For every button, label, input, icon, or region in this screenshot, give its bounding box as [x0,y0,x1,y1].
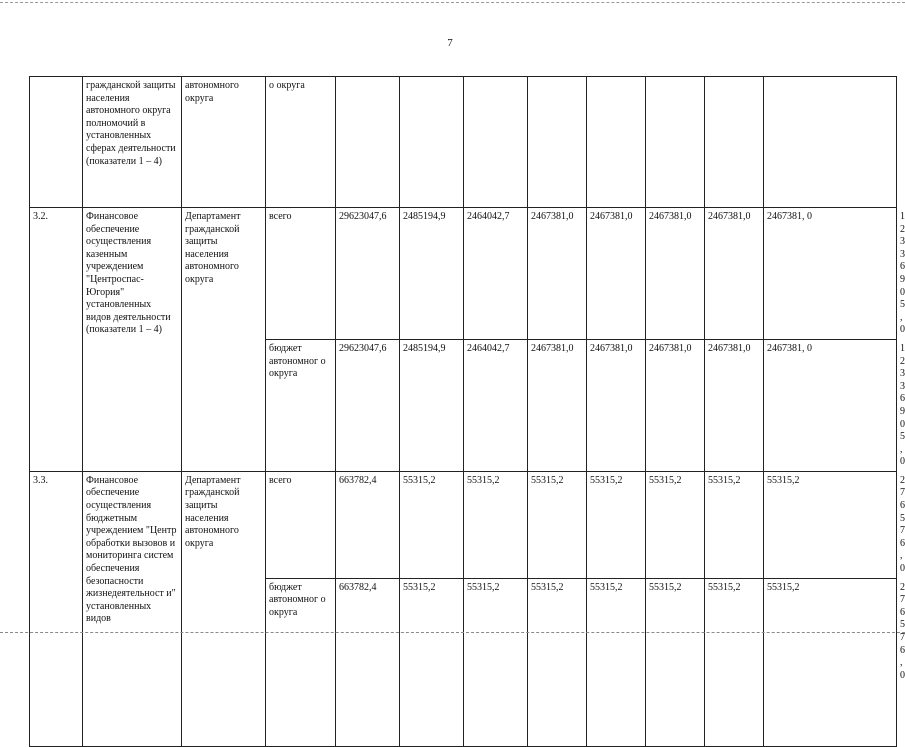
measure-name-cell: Финансовое обеспечение осуществления казенным учреждением "Центроспас-Югория" установленных видов деятельности (показатели 1 – 4) [83,208,182,472]
amount-cell: 55315,2 [400,471,464,578]
row-number-cell: 3.2. [30,208,83,472]
amount-cell: 2467381,0 [705,208,764,340]
amount-cell: 2467381,0 [646,339,705,471]
amount-cell: 55315,2 [764,471,897,578]
budget-table [29,76,905,747]
amount-cell: 2467381,0 [587,339,646,471]
amount-cell [528,77,587,208]
executor-cell: автономного округа [182,77,266,208]
funding-source-cell: бюджет автономног о округа [266,339,336,471]
amount-cell: 55315,2 [705,471,764,578]
amount-cell: 55315,2 [587,471,646,578]
measure-name-cell: гражданской защиты населения автономного округа полномочий в установленных сферах деятельности (показатели 1 – 4) [83,77,182,208]
amount-cell: 55315,2 [528,471,587,578]
executor-cell: Департамент гражданской защиты населения автономного округа [182,208,266,472]
executor-cell: Департамент гражданской защиты населения автономного округа [182,471,266,746]
amount-cell: 663782,4 [336,578,400,746]
row-number-cell: 3.3. [30,471,83,746]
amount-cell: 2485194,9 [400,339,464,471]
amount-cell: 55315,2 [400,578,464,746]
amount-cell: 55315,2 [587,578,646,746]
measure-name-cell: Финансовое обеспечение осуществления бюджетным учреждением "Центр обработки вызовов и мониторинга систем обеспечения безопасности жизнедеятельност и" установленных видов [83,471,182,746]
table-row: 3.3. Финансовое обеспечение осуществления бюджетным учреждением "Центр обработки вызовов и мониторинга систем обеспечения безопасности жизнедеятельност и" установленных видов Департамент гражданской защиты населения автономного округа всего 663782,4 55315,2 55315,2 55315,2 55315,2 55315,2 55315,2 55315,2 276576,0 [30,471,897,578]
table-row: 3.2. Финансовое обеспечение осуществления казенным учреждением "Центроспас-Югория" установленных видов деятельности (показатели 1 – 4) Департамент гражданской защиты населения автономного округа всего 29623047,6 2485194,9 2464042,7 2467381,0 2467381,0 2467381,0 2467381,0 2467381, 0 12336905,0 [30,208,897,340]
amount-cell: 55315,2 [464,578,528,746]
amount-cell: 55315,2 [764,578,897,746]
amount-cell [646,77,705,208]
scan-edge-top [0,2,905,3]
amount-cell: 2467381, 0 [764,208,897,340]
amount-cell: 2464042,7 [464,208,528,340]
amount-cell [336,77,400,208]
table-body [30,77,905,747]
amount-cell: 2467381,0 [705,339,764,471]
amount-cell [400,77,464,208]
table-row: бюджет автономног о округа 663782,4 55315,2 55315,2 55315,2 55315,2 55315,2 55315,2 55315,2 276576,0 [30,578,897,746]
amount-cell: 55315,2 [464,471,528,578]
funding-source-cell: всего [266,471,336,578]
amount-cell: 2467381,0 [646,208,705,340]
amount-cell: 2467381,0 [587,208,646,340]
funding-source-cell: о округа [266,77,336,208]
amount-cell: 2467381,0 [528,208,587,340]
amount-cell: 2485194,9 [400,208,464,340]
table-row: бюджет автономног о округа 29623047,6 2485194,9 2464042,7 2467381,0 2467381,0 2467381,0 2467381,0 2467381, 0 12336905,0 [30,339,897,471]
amount-cell: 2467381,0 [528,339,587,471]
amount-cell: 663782,4 [336,471,400,578]
amount-cell: 55315,2 [646,578,705,746]
scan-edge-bottom [0,632,905,633]
amount-cell [705,77,764,208]
amount-cell [587,77,646,208]
amount-cell: 2464042,7 [464,339,528,471]
funding-source-cell: всего [266,208,336,340]
row-number-cell [30,77,83,208]
amount-cell [764,77,897,208]
amount-cell: 29623047,6 [336,339,400,471]
table-row [30,77,897,208]
amount-cell: 29623047,6 [336,208,400,340]
amount-cell: 55315,2 [528,578,587,746]
amount-cell: 55315,2 [705,578,764,746]
amount-cell: 2467381, 0 [764,339,897,471]
funding-source-cell: бюджет автономног о округа [266,578,336,746]
page-number: 7 [447,37,453,49]
amount-cell [464,77,528,208]
amount-cell: 55315,2 [646,471,705,578]
